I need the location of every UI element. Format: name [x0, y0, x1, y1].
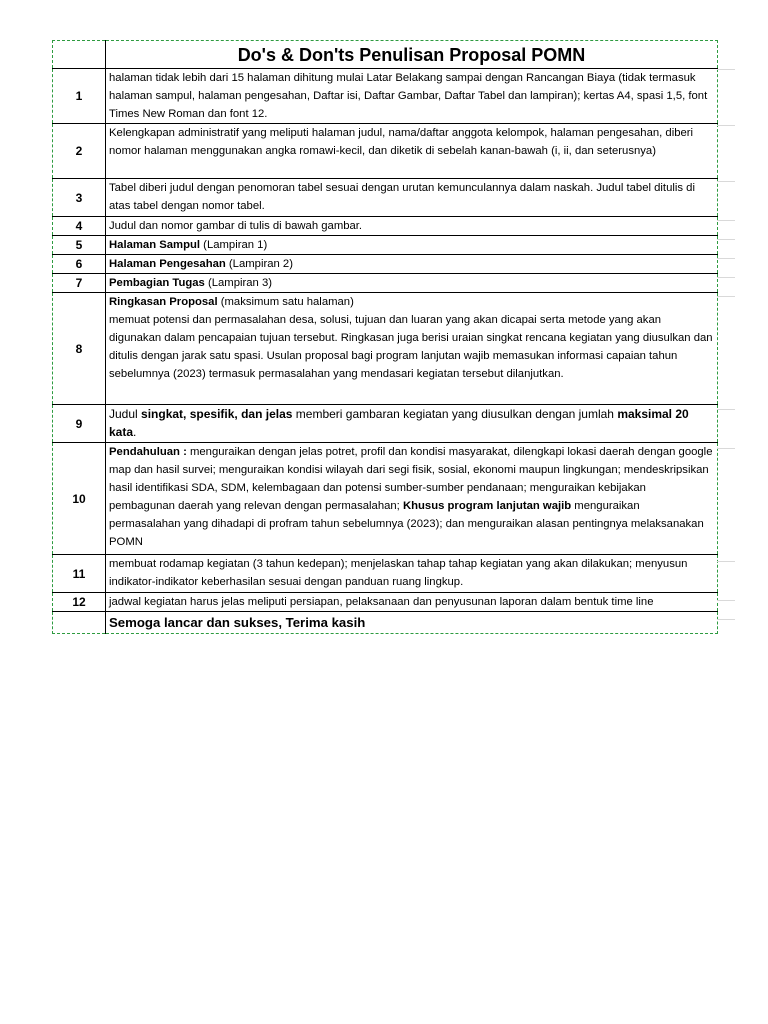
gridline [717, 409, 735, 410]
footer-row [53, 612, 718, 634]
dos-donts-table [52, 40, 718, 634]
text-part: menguraikan dengan jelas potret, profil dan kondisi masyarakat, dilengkapi lokasi daerah dengan google map dan hasil survei; menguraikan kondisi wilayah dari segi fisik, sosial, ekonomi maupun lingkungan; mendeskripsikan hasil identifikasi SDA, SDM, kelembagaan dan potensi sumber-sumber pendanaan; menguraikan kebijakan pembagunan daerah yang relevan dengan permasalahan; [109, 446, 713, 512]
gridline [717, 258, 735, 259]
table-row [53, 236, 718, 255]
row-text[interactable]: halaman tidak lebih dari 15 halaman dihitung mulai Latar Belakang sampai dengan Rancangan Biaya (tidak termasuk halaman sampul, halaman pengesahan, Daftar isi, Daftar Gambar, Daftar Tabel dan lampiran); kertas A4, spasi 1,5, font Times New Roman dan font 12. [106, 69, 718, 124]
row-label-suffix: (Lampiran 1) [200, 239, 268, 251]
gridline [717, 561, 735, 562]
row-text[interactable]: jadwal kegiatan harus jelas meliputi persiapan, pelaksanaan dan penyusunan laporan dalam bentuk time line [106, 593, 718, 612]
row-text[interactable]: membuat rodamap kegiatan (3 tahun kedepan); menjelaskan tahap tahap kegiatan yang akan dilakukan; menyusun indikator-indikator keberhasilan sesuai dengan panduan ruang lingkup. [106, 555, 718, 593]
row-number[interactable]: 11 [53, 555, 106, 593]
row-number[interactable]: 6 [53, 255, 106, 274]
table-row [53, 69, 718, 124]
table-row [53, 405, 718, 443]
row-bold-label: Halaman Sampul [109, 239, 201, 251]
table-row [53, 555, 718, 593]
gridline [717, 448, 735, 449]
table-row [53, 293, 718, 405]
row-bold-label: Halaman Pengesahan [109, 258, 226, 270]
row-text[interactable]: Tabel diberi judul dengan penomoran tabel sesuai dengan urutan kemunculannya dalam naskah. Judul tabel ditulis di atas tabel dengan nomor tabel. [106, 179, 718, 217]
row-bold-label: Ringkasan Proposal [109, 296, 218, 308]
bold-part: Khusus program lanjutan wajib [402, 500, 572, 512]
text-part: menguraikan permasalahan yang dihadapi di profram tahun sebelumnya (2023); dan menguraikan alasan pentingnya melaksanakan POMN [109, 500, 704, 548]
table-row [53, 274, 718, 293]
row-number[interactable]: 7 [53, 274, 106, 293]
row-label-suffix: (maksimum satu halaman) [217, 296, 354, 308]
text-part: . [133, 425, 137, 439]
row-number[interactable]: 2 [53, 124, 106, 179]
sheet-title[interactable]: Do's & Don'ts Penulisan Proposal POMN [106, 41, 718, 69]
row-text[interactable] [106, 443, 718, 555]
gridline [717, 600, 735, 601]
gridline [717, 220, 735, 221]
table-row [53, 217, 718, 236]
text-part: Judul [109, 407, 142, 421]
row-number[interactable]: 12 [53, 593, 106, 612]
row-label-suffix: (Lampiran 3) [204, 277, 273, 289]
table-row [53, 179, 718, 217]
footer-num-cell[interactable] [53, 612, 106, 634]
bold-part: singkat, spesifik, dan jelas [141, 407, 293, 421]
gridline [717, 239, 735, 240]
row-number[interactable]: 8 [53, 293, 106, 405]
row-number[interactable]: 5 [53, 236, 106, 255]
table-row [53, 124, 718, 179]
row-number[interactable]: 3 [53, 179, 106, 217]
closing-message[interactable]: Semoga lancar dan sukses, Terima kasih [106, 612, 718, 634]
table-row [53, 443, 718, 555]
row-text[interactable] [106, 293, 718, 405]
gridline [717, 125, 735, 126]
row-label-suffix: (Lampiran 2) [225, 258, 293, 270]
bold-part: Pendahuluan : [109, 446, 187, 458]
row-description: memuat potensi dan permasalahan desa, solusi, tujuan dan luaran yang akan dicapai serta metode yang akan digunakan dalam pencapaian tujuan tersebut. Ringkasan juga berisi uraian singkat rencana kegiatan yang diusulkan dan ditulis dengan jarak satu spasi. Usulan proposal bagi program lanjutan wajib memasukan informasi capaian tahun sebelumnya (2023) termasuk permasalahan yang mendasari kegiatan tersebut dilanjutkan. [109, 314, 713, 380]
title-row [53, 41, 718, 69]
row-text[interactable]: Judul dan nomor gambar di tulis di bawah gambar. [106, 217, 718, 236]
row-text[interactable] [106, 236, 718, 255]
row-text[interactable] [106, 274, 718, 293]
text-part: memberi gambaran kegiatan yang diusulkan dengan jumlah [292, 407, 618, 421]
gridline [717, 277, 735, 278]
gridline [717, 69, 735, 70]
table-row [53, 593, 718, 612]
row-number[interactable]: 4 [53, 217, 106, 236]
table-row [53, 255, 718, 274]
row-text[interactable] [106, 405, 718, 443]
gridline [717, 619, 735, 620]
gridline [717, 296, 735, 297]
row-number[interactable]: 9 [53, 405, 106, 443]
bold-part: maksimal 20 kata [109, 407, 689, 439]
title-num-cell[interactable] [53, 41, 106, 69]
row-number[interactable]: 10 [53, 443, 106, 555]
row-bold-label: Pembagian Tugas [109, 277, 205, 289]
gridline [717, 181, 735, 182]
row-text[interactable]: Kelengkapan administratif yang meliputi halaman judul, nama/daftar anggota kelompok, halaman pengesahan, diberi nomor halaman menggunakan angka romawi-kecil, dan diketik di sebelah kanan-bawah (i, ii, dan seterusnya) [106, 124, 718, 179]
row-number[interactable]: 1 [53, 69, 106, 124]
row-text[interactable] [106, 255, 718, 274]
